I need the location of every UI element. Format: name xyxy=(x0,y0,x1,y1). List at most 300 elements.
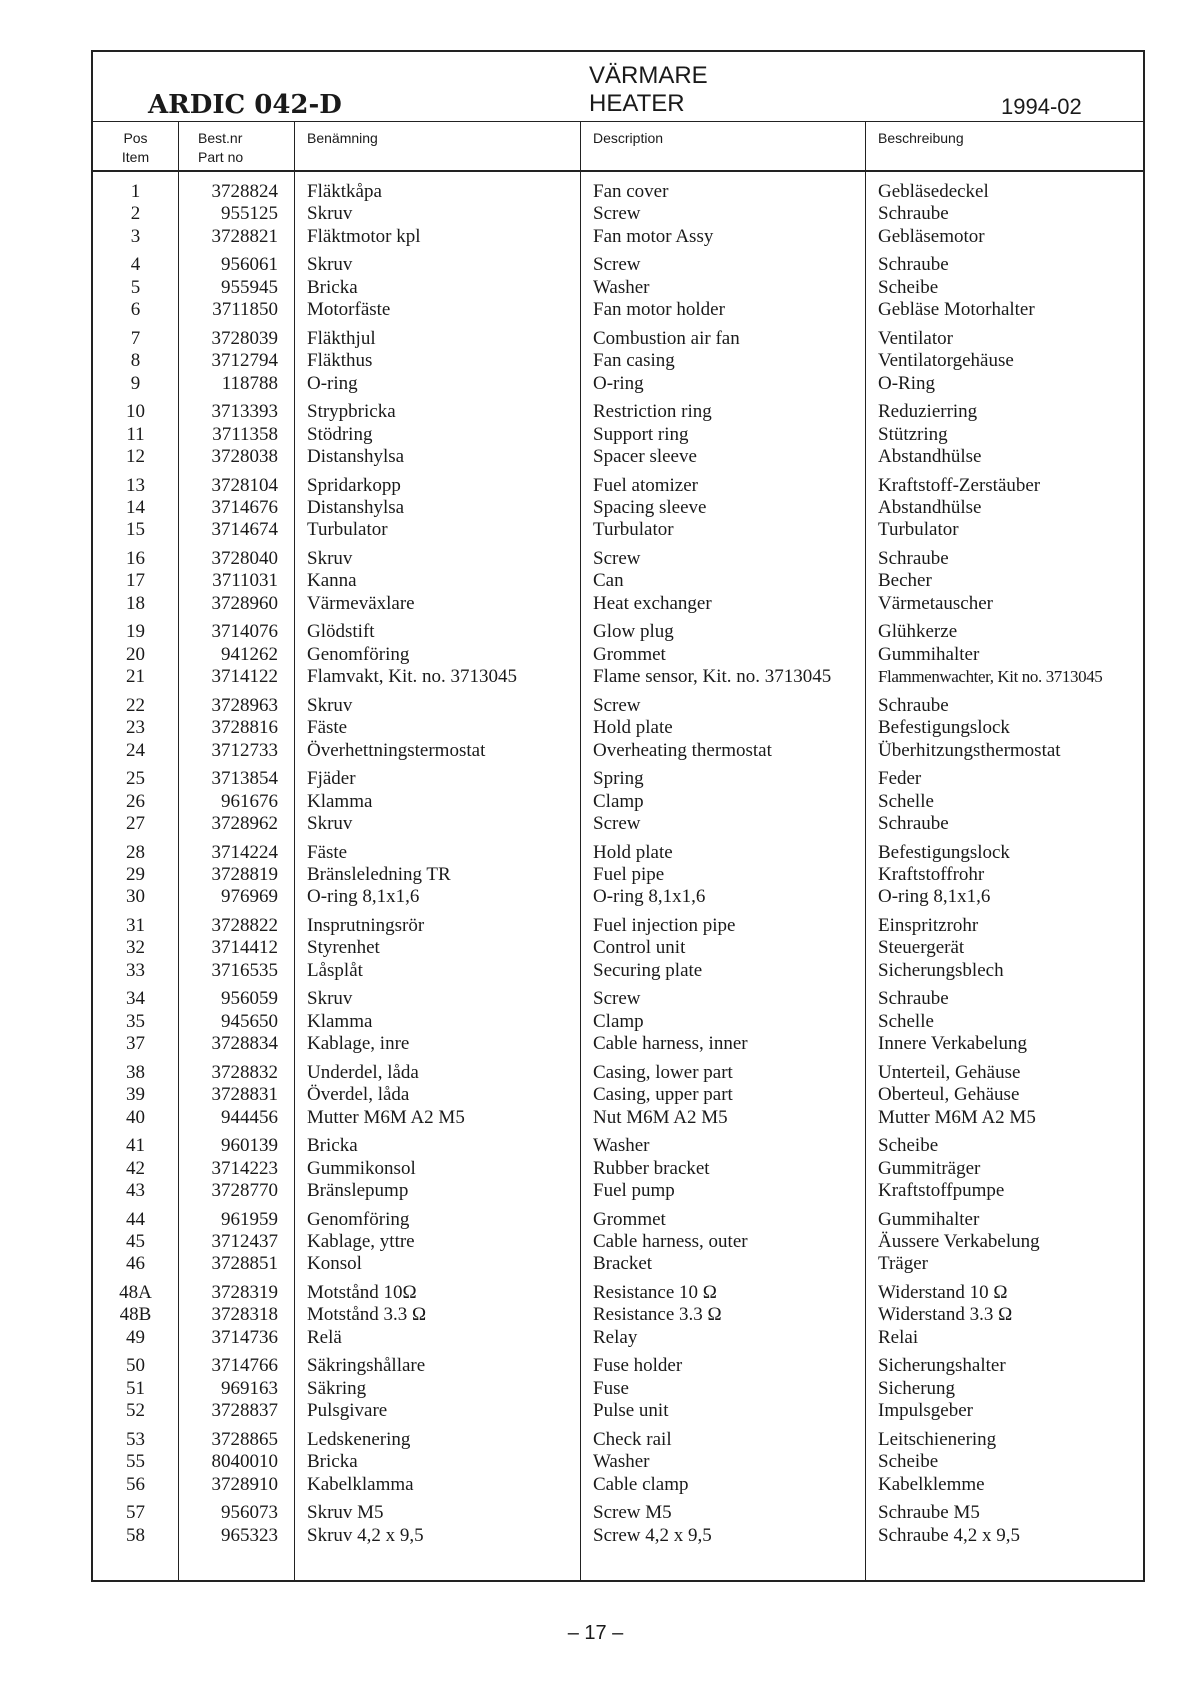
row-pos: 42 xyxy=(126,1157,145,1179)
table-row xyxy=(93,1253,1143,1275)
row-name-sv: Skruv xyxy=(307,254,353,276)
row-pos: 49 xyxy=(126,1326,145,1348)
row-part-no: 3714674 xyxy=(211,519,278,541)
row-name-de: Reduzierring xyxy=(878,401,978,423)
row-name-sv: Bränslepump xyxy=(307,1180,409,1201)
row-name-en: Screw M5 xyxy=(593,1502,672,1524)
row-name-de: Värmetauscher xyxy=(878,592,993,614)
row-name-en: O-ring xyxy=(593,372,644,394)
row-name-de: Relai xyxy=(878,1326,919,1348)
row-pos: 26 xyxy=(126,790,145,812)
row-name-en: Cable harness, inner xyxy=(593,1033,748,1055)
row-name-en: Washer xyxy=(593,1135,650,1157)
row-part-no: 3728104 xyxy=(211,474,278,496)
row-part-no: 8040010 xyxy=(211,1451,278,1473)
row-name-sv: Kablage, inre xyxy=(307,1033,410,1055)
table-row xyxy=(93,960,1143,982)
row-pos: 35 xyxy=(126,1010,145,1032)
row-name-en: Bracket xyxy=(593,1253,653,1275)
table-row xyxy=(93,1062,1143,1084)
row-name-de: Schraube 4,2 x 9,5 xyxy=(878,1524,1020,1546)
row-name-en: Resistance 10 Ω xyxy=(593,1282,717,1303)
row-name-en: Relay xyxy=(593,1326,638,1348)
row-name-sv: Styrenhet xyxy=(307,937,380,959)
row-name-sv: Strypbricka xyxy=(307,401,396,423)
column-header-part-en: Part no xyxy=(198,149,244,165)
table-row xyxy=(93,181,1143,203)
row-part-no: 3728910 xyxy=(211,1473,278,1495)
row-pos: 15 xyxy=(126,519,145,541)
row-name-sv: Bränsleledning TR xyxy=(307,864,451,885)
row-pos: 39 xyxy=(126,1084,145,1106)
row-name-de: Schraube xyxy=(878,988,949,1010)
model-name: ARDIC 042-D xyxy=(148,90,342,120)
row-name-sv: Skruv xyxy=(307,988,353,1010)
row-name-en: Clamp xyxy=(593,1010,644,1032)
row-name-en: Fan casing xyxy=(593,350,675,372)
row-name-en: Fan cover xyxy=(593,181,669,202)
table-row xyxy=(93,791,1143,813)
row-name-de: Scheibe xyxy=(878,276,939,298)
row-part-no: 118788 xyxy=(221,372,278,394)
table-row xyxy=(93,717,1143,739)
row-name-en: Washer xyxy=(593,276,650,298)
row-name-sv: Fläkthus xyxy=(307,350,373,372)
row-name-sv: Motstånd 3.3 Ω xyxy=(307,1304,427,1326)
row-name-en: Pulse unit xyxy=(593,1400,669,1422)
row-name-en: Combustion air fan xyxy=(593,327,740,349)
row-pos: 29 xyxy=(126,864,145,885)
row-name-de: Gebläsemotor xyxy=(878,225,985,247)
row-name-de: Befestigungslock xyxy=(878,841,1010,863)
table-row xyxy=(93,1451,1143,1473)
row-name-de: Schraube M5 xyxy=(878,1502,980,1524)
row-pos: 52 xyxy=(126,1400,145,1422)
row-name-en: Fuel pipe xyxy=(593,864,665,885)
row-pos: 3 xyxy=(130,225,141,247)
row-part-no: 3714224 xyxy=(211,841,278,863)
row-part-no: 976969 xyxy=(221,886,278,908)
row-pos: 24 xyxy=(126,739,145,761)
row-part-no: 3711031 xyxy=(212,570,278,592)
row-part-no: 3728822 xyxy=(211,915,278,936)
row-pos: 44 xyxy=(126,1208,145,1230)
table-row xyxy=(93,937,1143,959)
table-row xyxy=(93,768,1143,790)
row-name-en: Washer xyxy=(593,1451,650,1473)
row-name-en: Fuel atomizer xyxy=(593,474,698,496)
row-pos: 4 xyxy=(130,254,141,276)
row-part-no: 3728865 xyxy=(211,1428,278,1450)
row-pos: 53 xyxy=(126,1428,145,1450)
table-row xyxy=(93,226,1143,248)
row-name-en: Clamp xyxy=(593,790,644,812)
row-name-de: Schraube xyxy=(878,203,949,225)
row-name-de: Kraftstoff-Zerstäuber xyxy=(878,474,1041,496)
row-name-de: Einspritzrohr xyxy=(878,915,979,936)
row-name-en: Casing, upper part xyxy=(593,1084,733,1106)
row-name-sv: Klamma xyxy=(307,790,373,812)
row-part-no: 3713854 xyxy=(211,768,278,790)
row-name-de: Kraftstoffrohr xyxy=(878,864,985,885)
row-name-de: Oberteul, Gehäuse xyxy=(878,1084,1020,1106)
row-name-en: Grommet xyxy=(593,643,666,665)
row-part-no: 956061 xyxy=(221,254,278,276)
row-name-de: Schelle xyxy=(878,790,934,812)
row-name-de: O-Ring xyxy=(878,372,935,394)
row-name-sv: Distanshylsa xyxy=(307,446,405,467)
row-name-sv: Klamma xyxy=(307,1010,373,1032)
table-row xyxy=(93,1525,1143,1547)
column-header-pos xyxy=(93,129,178,167)
column-header-beschreibung: Beschreibung xyxy=(878,130,964,146)
table-row xyxy=(93,1209,1143,1231)
table-row xyxy=(93,254,1143,276)
row-name-en: Screw 4,2 x 9,5 xyxy=(593,1524,712,1546)
row-pos: 33 xyxy=(126,959,145,981)
row-name-de: Kraftstoffpumpe xyxy=(878,1180,1005,1201)
row-pos: 51 xyxy=(126,1377,145,1399)
table-row xyxy=(93,915,1143,937)
row-name-sv: Säkring xyxy=(307,1377,367,1399)
row-part-no: 3728960 xyxy=(211,592,278,614)
row-name-en: Heat exchanger xyxy=(593,592,712,614)
table-row xyxy=(93,1400,1143,1422)
row-name-en: Screw xyxy=(593,548,641,569)
row-part-no: 3728318 xyxy=(211,1304,278,1326)
row-pos: 55 xyxy=(126,1451,145,1473)
row-name-en: Grommet xyxy=(593,1208,666,1230)
row-name-en: Rubber bracket xyxy=(593,1157,710,1179)
row-name-sv: Glödstift xyxy=(307,621,375,643)
row-name-en: Fuel pump xyxy=(593,1180,675,1201)
row-name-en: Fuel injection pipe xyxy=(593,915,736,936)
table-row xyxy=(93,1355,1143,1377)
row-name-de: Scheibe xyxy=(878,1135,939,1157)
table-row xyxy=(93,203,1143,225)
row-name-sv: Fjäder xyxy=(307,768,356,790)
row-pos: 48A xyxy=(119,1282,152,1303)
table-row xyxy=(93,593,1143,615)
row-pos: 41 xyxy=(126,1135,145,1157)
row-part-no: 965323 xyxy=(221,1524,278,1546)
row-name-sv: Motorfäste xyxy=(307,299,391,321)
row-pos: 43 xyxy=(126,1180,145,1201)
table-row xyxy=(93,988,1143,1010)
table-row xyxy=(93,446,1143,468)
row-pos: 38 xyxy=(126,1061,145,1083)
row-name-de: Mutter M6M A2 M5 xyxy=(878,1106,1036,1128)
row-name-sv: Fäste xyxy=(307,841,348,863)
row-name-en: Spring xyxy=(593,768,644,790)
row-name-de: Glühkerze xyxy=(878,621,958,643)
row-name-en: Flame sensor, Kit. no. 3713045 xyxy=(593,666,832,688)
row-name-de: Impulsgeber xyxy=(878,1400,973,1422)
row-name-sv: Turbulator xyxy=(307,519,388,541)
row-part-no: 3711358 xyxy=(212,423,278,445)
row-pos: 46 xyxy=(126,1253,145,1275)
column-header-pos-en: Item xyxy=(121,149,150,165)
table-row xyxy=(93,842,1143,864)
table-row xyxy=(93,1011,1143,1033)
row-name-en: Turbulator xyxy=(593,519,674,541)
row-pos: 14 xyxy=(126,497,145,518)
row-pos: 16 xyxy=(126,548,145,569)
title-swedish: VÄRMARE xyxy=(589,62,708,89)
row-name-de: Schraube xyxy=(878,694,949,716)
row-name-en: Cable harness, outer xyxy=(593,1231,748,1252)
row-pos: 6 xyxy=(130,299,141,321)
row-part-no: 3728816 xyxy=(211,717,278,739)
row-name-sv: O-ring 8,1x1,6 xyxy=(307,886,420,908)
column-header-pos-sv: Pos xyxy=(123,130,148,146)
row-part-no: 3728819 xyxy=(211,864,278,885)
row-name-en: Nut M6M A2 M5 xyxy=(593,1106,728,1128)
table-row xyxy=(93,813,1143,835)
row-pos: 19 xyxy=(126,621,145,643)
row-part-no: 3712794 xyxy=(211,350,278,372)
row-name-sv: Ledskenering xyxy=(307,1428,411,1450)
row-name-sv: Skruv xyxy=(307,203,353,225)
table-row xyxy=(93,350,1143,372)
row-name-de: Befestigungslock xyxy=(878,717,1010,739)
table-row xyxy=(93,1180,1143,1202)
row-name-en: Glow plug xyxy=(593,621,674,643)
row-name-sv: Bricka xyxy=(307,1135,358,1157)
table-row xyxy=(93,1107,1143,1129)
row-name-sv: Överdel, låda xyxy=(307,1084,410,1106)
table-row xyxy=(93,570,1143,592)
row-name-en: Casing, lower part xyxy=(593,1061,733,1083)
row-pos: 56 xyxy=(126,1473,145,1495)
row-pos: 12 xyxy=(126,446,145,467)
row-name-sv: Underdel, låda xyxy=(307,1061,419,1083)
row-name-de: Turbulator xyxy=(878,519,959,541)
row-name-de: Widerstand 10 Ω xyxy=(878,1282,1008,1303)
row-name-de: Feder xyxy=(878,768,922,790)
row-name-en: O-ring 8,1x1,6 xyxy=(593,886,706,908)
column-header-description: Description xyxy=(593,130,664,146)
row-part-no: 941262 xyxy=(221,643,278,665)
table-row xyxy=(93,644,1143,666)
row-name-sv: Kanna xyxy=(307,570,357,592)
row-name-de: Gebläsedeckel xyxy=(878,181,989,202)
row-part-no: 3714412 xyxy=(211,937,278,959)
row-name-de: Sicherungsblech xyxy=(878,959,1004,981)
row-pos: 5 xyxy=(130,276,141,298)
row-part-no: 3712733 xyxy=(211,739,278,761)
table-row xyxy=(93,328,1143,350)
row-name-de: Flammenwachter, Kit no. 3713045 xyxy=(878,667,1103,687)
row-part-no: 3728824 xyxy=(211,181,278,202)
row-part-no: 3713393 xyxy=(211,401,278,423)
row-name-en: Restriction ring xyxy=(593,401,712,423)
row-pos: 45 xyxy=(126,1231,145,1252)
row-pos: 22 xyxy=(126,694,145,716)
row-pos: 48B xyxy=(119,1304,152,1326)
row-name-en: Control unit xyxy=(593,937,686,959)
table-row xyxy=(93,1282,1143,1304)
row-name-sv: Fläktkåpa xyxy=(307,181,382,202)
row-pos: 25 xyxy=(126,768,145,790)
row-part-no: 3728821 xyxy=(211,225,278,247)
row-part-no: 3728963 xyxy=(211,694,278,716)
title-english: HEATER xyxy=(589,90,685,117)
row-name-en: Fuse xyxy=(593,1377,629,1399)
row-part-no: 3712437 xyxy=(211,1231,278,1252)
row-part-no: 955945 xyxy=(221,276,278,298)
table-row xyxy=(93,1327,1143,1349)
table-row xyxy=(93,373,1143,395)
row-part-no: 960139 xyxy=(221,1135,278,1157)
row-name-de: Schelle xyxy=(878,1010,934,1032)
table-row xyxy=(93,1502,1143,1524)
row-name-de: Gebläse Motorhalter xyxy=(878,299,1035,321)
row-part-no: 3728962 xyxy=(211,813,278,834)
column-header-part-sv: Best.nr xyxy=(198,130,243,146)
row-pos: 20 xyxy=(126,643,145,665)
row-name-sv: Fläktmotor kpl xyxy=(307,225,421,247)
row-name-sv: Mutter M6M A2 M5 xyxy=(307,1106,465,1128)
row-part-no: 961959 xyxy=(221,1208,278,1230)
row-name-sv: Säkringshållare xyxy=(307,1355,426,1377)
row-name-de: Kabelklemme xyxy=(878,1473,985,1495)
row-name-sv: Skruv M5 xyxy=(307,1502,384,1524)
row-name-sv: Genomföring xyxy=(307,1208,410,1230)
row-pos: 7 xyxy=(130,327,141,349)
row-name-sv: Relä xyxy=(307,1326,342,1348)
table-row xyxy=(93,1304,1143,1326)
row-pos: 30 xyxy=(126,886,145,908)
row-part-no: 3728837 xyxy=(211,1400,278,1422)
row-name-en: Cable clamp xyxy=(593,1473,689,1495)
row-name-sv: Pulsgivare xyxy=(307,1400,388,1422)
row-name-en: Overheating thermostat xyxy=(593,739,772,761)
row-part-no: 3728831 xyxy=(211,1084,278,1106)
row-pos: 50 xyxy=(126,1355,145,1377)
row-name-sv: Motstånd 10Ω xyxy=(307,1282,417,1303)
row-pos: 17 xyxy=(126,570,145,592)
row-part-no: 3728770 xyxy=(211,1180,278,1201)
row-name-sv: Överhettningstermostat xyxy=(307,739,486,761)
row-part-no: 3728038 xyxy=(211,446,278,467)
table-row xyxy=(93,1033,1143,1055)
table-row xyxy=(93,621,1143,643)
row-name-de: Gummihalter xyxy=(878,1208,980,1230)
row-name-en: Support ring xyxy=(593,423,689,445)
table-row xyxy=(93,1158,1143,1180)
row-name-en: Hold plate xyxy=(593,841,673,863)
row-name-en: Fuse holder xyxy=(593,1355,683,1377)
row-name-de: Gummihalter xyxy=(878,643,980,665)
row-name-en: Resistance 3.3 Ω xyxy=(593,1304,722,1326)
row-part-no: 3728832 xyxy=(211,1061,278,1083)
row-part-no: 945650 xyxy=(221,1010,278,1032)
row-part-no: 3716535 xyxy=(211,959,278,981)
row-part-no: 3711850 xyxy=(212,299,278,321)
row-part-no: 3728834 xyxy=(211,1033,278,1055)
row-name-sv: Skruv 4,2 x 9,5 xyxy=(307,1524,424,1546)
row-part-no: 955125 xyxy=(221,203,278,225)
table-row xyxy=(93,401,1143,423)
row-part-no: 3714122 xyxy=(211,666,278,688)
row-name-en: Hold plate xyxy=(593,717,673,739)
row-pos: 8 xyxy=(130,350,141,372)
row-name-sv: Genomföring xyxy=(307,643,410,665)
row-pos: 18 xyxy=(126,592,145,614)
row-part-no: 969163 xyxy=(221,1377,278,1399)
row-pos: 10 xyxy=(126,401,145,423)
row-name-de: Abstandhülse xyxy=(878,497,982,518)
row-name-en: Spacer sleeve xyxy=(593,446,697,467)
row-name-sv: Konsol xyxy=(307,1253,362,1275)
row-name-de: Schraube xyxy=(878,254,949,276)
row-name-sv: Insprutningsrör xyxy=(307,915,425,936)
row-name-de: Sicherung xyxy=(878,1377,956,1399)
row-name-en: Spacing sleeve xyxy=(593,497,707,518)
row-name-en: Check rail xyxy=(593,1428,672,1450)
column-header-benamning: Benämning xyxy=(307,130,378,146)
row-pos: 34 xyxy=(126,988,145,1010)
table-row xyxy=(93,299,1143,321)
row-name-en: Can xyxy=(593,570,624,592)
row-name-en: Securing plate xyxy=(593,959,703,981)
row-part-no: 3728039 xyxy=(211,327,278,349)
table-row xyxy=(93,666,1143,688)
row-name-de: Scheibe xyxy=(878,1451,939,1473)
table-row xyxy=(93,1429,1143,1451)
row-name-sv: Skruv xyxy=(307,813,353,834)
row-pos: 37 xyxy=(126,1033,145,1055)
column-header-divider xyxy=(93,170,1143,172)
header-divider xyxy=(93,121,1143,122)
row-name-de: Ventilator xyxy=(878,327,953,349)
row-name-sv: Kabelklamma xyxy=(307,1473,414,1495)
row-name-de: Träger xyxy=(878,1253,928,1275)
row-pos: 32 xyxy=(126,937,145,959)
row-name-sv: Värmeväxlare xyxy=(307,592,415,614)
row-part-no: 944456 xyxy=(221,1106,278,1128)
row-pos: 57 xyxy=(126,1502,145,1524)
row-part-no: 3728851 xyxy=(211,1253,278,1275)
row-pos: 9 xyxy=(130,372,141,394)
row-name-de: Sicherungshalter xyxy=(878,1355,1006,1377)
row-name-sv: Fäste xyxy=(307,717,348,739)
table-row xyxy=(93,1135,1143,1157)
table-row xyxy=(93,1084,1143,1106)
row-name-sv: Gummikonsol xyxy=(307,1157,416,1179)
row-name-en: Screw xyxy=(593,988,641,1010)
row-name-de: Becher xyxy=(878,570,932,592)
row-name-de: Ventilatorgehäuse xyxy=(878,350,1014,372)
row-name-en: Screw xyxy=(593,203,641,225)
row-pos: 1 xyxy=(130,181,141,202)
row-name-sv: Fläkthjul xyxy=(307,327,376,349)
row-name-de: Schraube xyxy=(878,813,949,834)
row-name-sv: Låsplåt xyxy=(307,959,363,981)
table-row xyxy=(93,1474,1143,1496)
row-part-no: 3714736 xyxy=(211,1326,278,1348)
row-name-de: Innere Verkabelung xyxy=(878,1033,1027,1055)
row-pos: 23 xyxy=(126,717,145,739)
row-name-sv: Distanshylsa xyxy=(307,497,405,518)
row-part-no: 3728040 xyxy=(211,548,278,569)
row-name-sv: O-ring xyxy=(307,372,358,394)
table-row xyxy=(93,424,1143,446)
table-row xyxy=(93,695,1143,717)
page-number: – 17 – xyxy=(567,1622,624,1644)
row-part-no: 3714223 xyxy=(211,1157,278,1179)
